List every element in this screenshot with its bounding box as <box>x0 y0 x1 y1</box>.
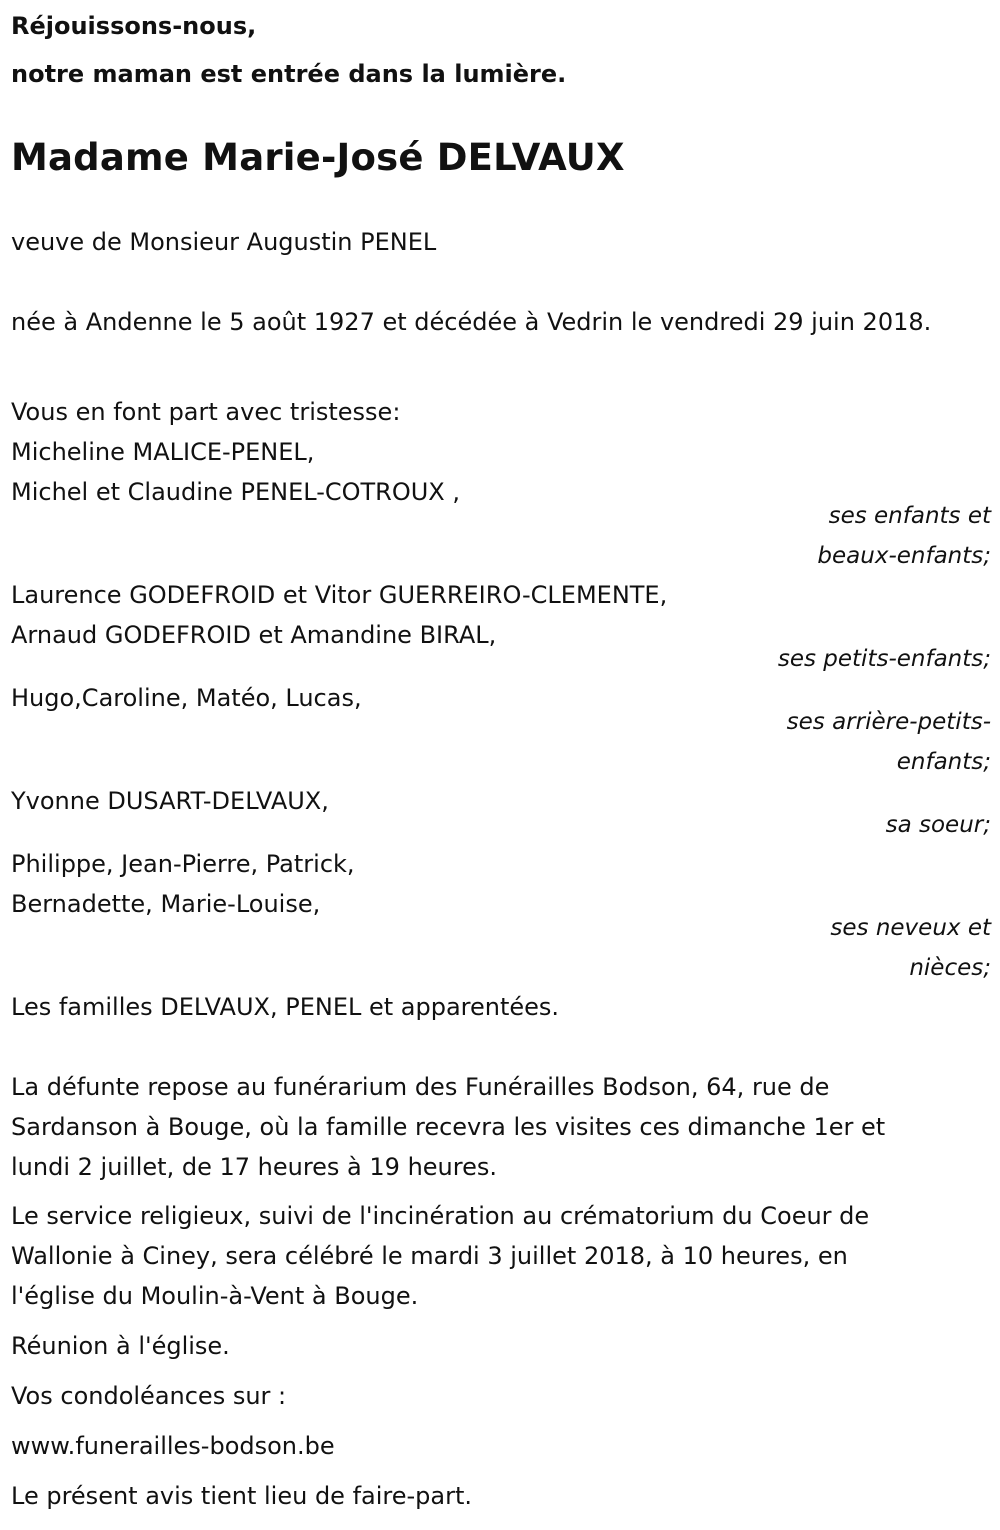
intro-line-2: notre maman est entrée dans la lumière. <box>11 60 567 88</box>
widow-text: veuve de Monsieur Augustin PENEL <box>11 228 437 256</box>
deceased-name-title: Madame Marie-José DELVAUX <box>11 136 625 179</box>
great-grandchild-name: Hugo,Caroline, Matéo, Lucas, <box>11 684 362 712</box>
widow-line <box>11 222 991 262</box>
birth-death-text: née à Andenne le 5 août 1927 et décédée à Vedrin le vendredi 29 juin 2018. <box>11 308 932 336</box>
website <box>11 1426 991 1466</box>
closing-text: Le présent avis tient lieu de faire-part. <box>11 1482 473 1510</box>
closing-line <box>11 1476 991 1516</box>
meeting-line <box>11 1326 991 1366</box>
grandchild-name: Arnaud GODEFROID et Amandine BIRAL, <box>11 621 497 649</box>
great-grandchildren-relation <box>11 702 991 782</box>
website-link[interactable]: www.funerailles-bodson.be <box>11 1432 335 1460</box>
birth-death-paragraph <box>11 302 991 342</box>
sister-relation <box>11 805 991 845</box>
children-relation <box>11 496 991 576</box>
announcement-text: Vous en font part avec tristesse: <box>11 398 401 426</box>
visitation-line: Sardanson à Bouge, où la famille recevra les visites ces dimanche 1er et <box>11 1113 886 1141</box>
intro-line-1: Réjouissons-nous, <box>11 12 257 40</box>
nephews-relation <box>11 908 991 988</box>
announcement <box>11 392 991 432</box>
grandchild-name: Laurence GODEFROID et Vitor GUERREIRO-CLEMENTE, <box>11 581 668 609</box>
service-line: Le service religieux, suivi de l'incinération au crématorium du Coeur de <box>11 1202 870 1230</box>
relation-label: ses arrière-petits- <box>786 709 991 735</box>
visitation-line: lundi 2 juillet, de 17 heures à 19 heures. <box>11 1153 497 1181</box>
visitation-line: La défunte repose au funérarium des Funérailles Bodson, 64, rue de <box>11 1073 830 1101</box>
relation-label: nièces; <box>909 955 991 981</box>
relation-label: ses enfants et <box>828 503 991 529</box>
condolences-text: Vos condoléances sur : <box>11 1382 287 1410</box>
families-text: Les familles DELVAUX, PENEL et apparentées. <box>11 993 560 1021</box>
families-line <box>11 987 991 1027</box>
service-line: l'église du Moulin-à-Vent à Bouge. <box>11 1282 419 1310</box>
meeting-text: Réunion à l'église. <box>11 1332 230 1360</box>
service-paragraph <box>11 1196 991 1316</box>
relation-label: ses petits-enfants; <box>777 646 991 672</box>
sister-name: Yvonne DUSART-DELVAUX, <box>11 787 329 815</box>
relation-label: enfants; <box>896 749 991 775</box>
relation-label: ses neveux et <box>830 915 991 941</box>
nephew-names: Philippe, Jean-Pierre, Patrick, <box>11 850 355 878</box>
relation-label: beaux-enfants; <box>817 543 991 569</box>
grandchildren-relation <box>11 639 991 679</box>
child-name: Micheline MALICE-PENEL, <box>11 438 315 466</box>
relation-label: sa soeur; <box>885 812 991 838</box>
child-name: Michel et Claudine PENEL-COTROUX , <box>11 478 461 506</box>
nephew-names: Bernadette, Marie-Louise, <box>11 890 321 918</box>
condolences-label <box>11 1376 991 1416</box>
visitation-paragraph <box>11 1067 991 1187</box>
service-line: Wallonie à Ciney, sera célébré le mardi 3 juillet 2018, à 10 heures, en <box>11 1242 848 1270</box>
